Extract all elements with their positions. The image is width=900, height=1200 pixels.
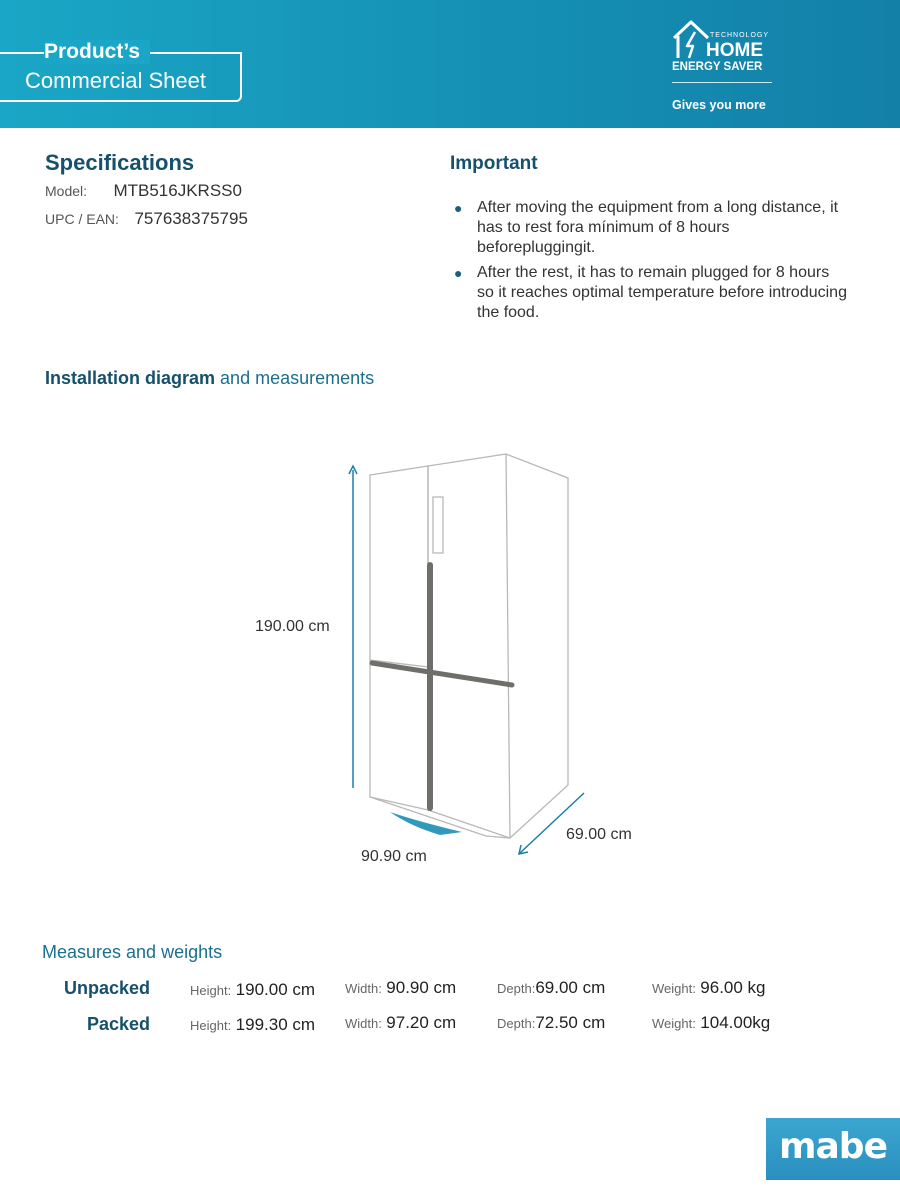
mabe-logo: mabe (766, 1118, 900, 1180)
bullet-icon: ● (454, 200, 463, 216)
specifications-heading: Specifications (45, 150, 195, 175)
brand-tagline: Gives you more (672, 98, 766, 112)
measures-heading: Measures and weights (42, 942, 223, 962)
packed-height: Height: 199.30 cm (190, 1015, 316, 1034)
packed-width: Width: 97.20 cm (345, 1013, 457, 1032)
spec-model-label: Model: (45, 183, 88, 199)
height-dimension-label: 190.00 cm (255, 618, 330, 635)
spec-model-value: MTB516JKRSS0 (113, 181, 242, 200)
title-line1: Product’s (44, 40, 150, 64)
home-energy-saver-logo (668, 16, 780, 116)
spec-upc-label: UPC / EAN: (45, 211, 119, 227)
width-dimension-label: 90.90 cm (361, 848, 427, 865)
brand-energy-saver: ENERGY SAVER (672, 61, 763, 73)
unpacked-height: Height: 190.00 cm (190, 980, 316, 999)
title-line2: Commercial Sheet (25, 68, 206, 93)
installation-heading: Installation diagram and measurements (45, 368, 375, 388)
refrigerator-diagram (0, 440, 900, 880)
bullet-icon: ● (454, 265, 463, 281)
header-banner (0, 0, 900, 128)
unpacked-width: Width: 90.90 cm (345, 978, 457, 997)
unpacked-depth: Depth:69.00 cm (497, 978, 606, 997)
depth-dimension-label: 69.00 cm (566, 826, 632, 843)
brand-divider (672, 82, 772, 83)
brand-home: HOME (706, 40, 763, 61)
spec-upc-value: 757638375795 (134, 209, 248, 228)
row-label-unpacked: Unpacked (63, 978, 150, 998)
brand-technology: TECHNOLOGY (710, 32, 770, 39)
row-label-packed: Packed (86, 1014, 150, 1034)
packed-depth: Depth:72.50 cm (497, 1013, 606, 1032)
unpacked-weight: Weight: 96.00 kg (652, 978, 766, 997)
spec-upc-row (45, 209, 248, 229)
spec-model-row (45, 181, 242, 201)
packed-weight: Weight: 104.00kg (652, 1013, 771, 1032)
important-item: ● After moving the equipment from a long distance, it has to rest fora mínimum of 8 hours beforepluggingit. (454, 199, 839, 256)
house-lightning-icon (671, 18, 711, 62)
important-heading: Important (450, 153, 538, 174)
important-item: ● After the rest, it has to remain plugged for 8 hours so it reaches optimal temperature before introducing the food. (454, 264, 847, 321)
important-list (450, 198, 850, 328)
